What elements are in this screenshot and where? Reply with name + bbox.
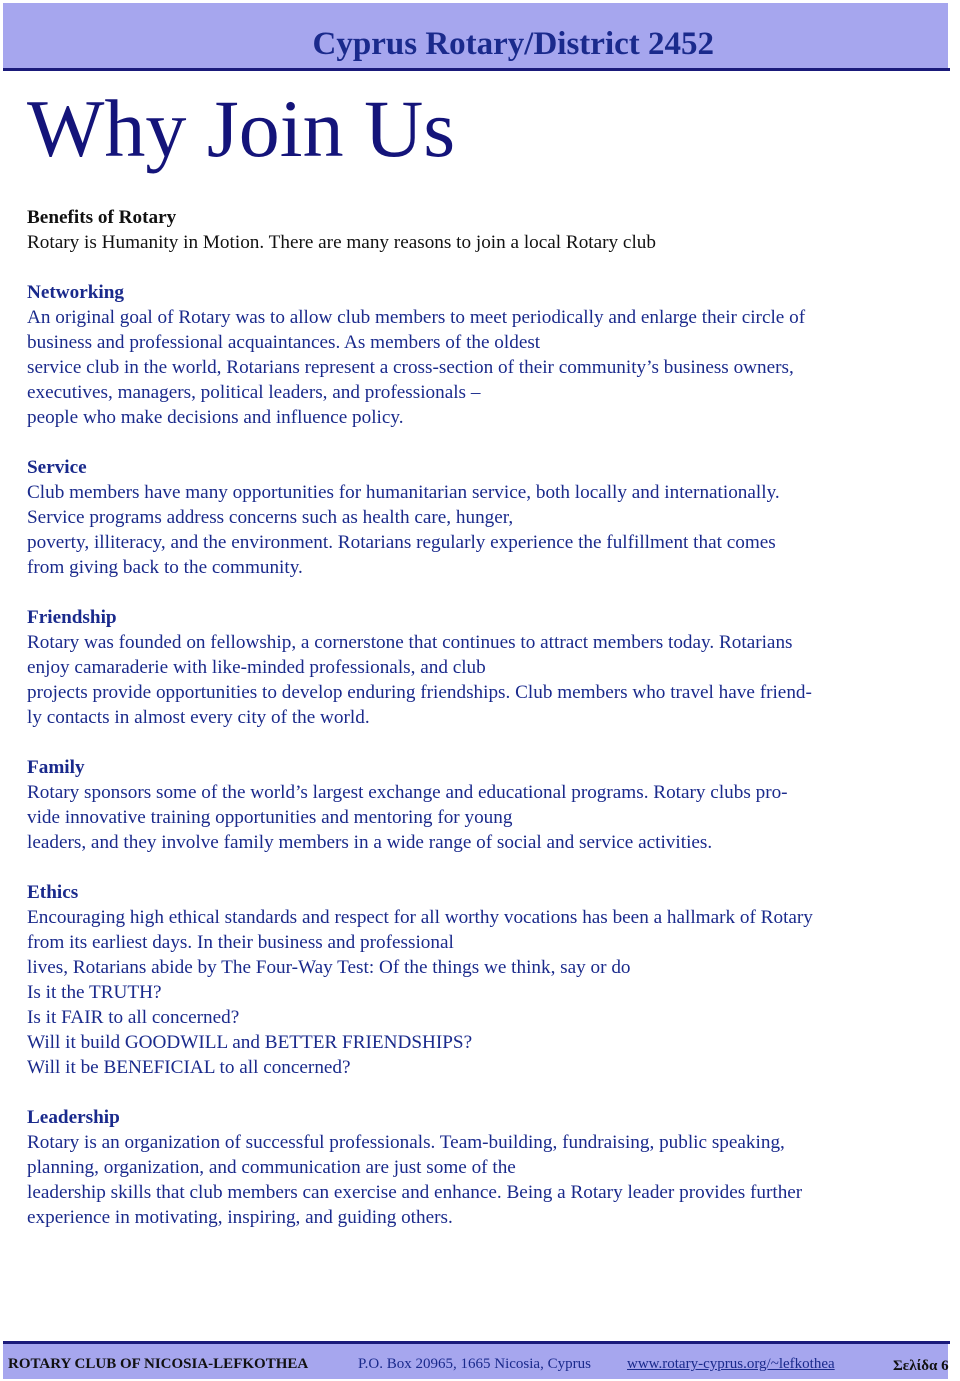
text-line: Rotary is Humanity in Motion. There are many reasons to join a local Rotary club bbox=[27, 232, 656, 253]
text-line: Will it build GOODWILL and BETTER FRIENDSHIPS? bbox=[27, 1032, 473, 1053]
section-heading-service: Service bbox=[27, 457, 87, 478]
text-line: Encouraging high ethical standards and respect for all worthy vocations has been a hallmark of Rotary bbox=[27, 907, 813, 928]
page-title: Why Join Us bbox=[27, 83, 456, 174]
text-line: ly contacts in almost every city of the world. bbox=[27, 707, 370, 728]
text-line: Will it be BENEFICIAL to all concerned? bbox=[27, 1057, 351, 1078]
district-title: Cyprus Rotary/District 2452 bbox=[312, 26, 714, 62]
section-heading-family: Family bbox=[27, 757, 85, 778]
footer-club-name: ROTARY CLUB OF NICOSIA-LEFKOTHEA bbox=[8, 1356, 309, 1372]
text-line: Is it FAIR to all concerned? bbox=[27, 1007, 240, 1028]
text-line: business and professional acquaintances. As members of the oldest bbox=[27, 332, 541, 353]
section-benefits bbox=[27, 205, 932, 255]
main-content bbox=[27, 205, 932, 1255]
text-line: service club in the world, Rotarians represent a cross-section of their community’s business owners, bbox=[27, 357, 794, 378]
section-heading-networking: Networking bbox=[27, 282, 124, 303]
section-body-service bbox=[27, 480, 932, 580]
text-line: Club members have many opportunities for humanitarian service, both locally and internationally. bbox=[27, 482, 780, 503]
text-line: poverty, illiteracy, and the environment. Rotarians regularly experience the fulfillment that comes bbox=[27, 532, 776, 553]
section-service bbox=[27, 455, 932, 580]
text-line: Rotary is an organization of successful professionals. Team-building, fundraising, public speaking, bbox=[27, 1132, 785, 1153]
text-line: executives, managers, political leaders, and professionals – bbox=[27, 382, 481, 403]
text-line: people who make decisions and influence policy. bbox=[27, 407, 404, 428]
section-heading-friendship: Friendship bbox=[27, 607, 117, 628]
text-line: vide innovative training opportunities and mentoring for young bbox=[27, 807, 513, 828]
text-line: An original goal of Rotary was to allow club members to meet periodically and enlarge their circle of bbox=[27, 307, 806, 328]
section-leadership bbox=[27, 1105, 932, 1230]
header-rule bbox=[3, 68, 950, 71]
text-line: Rotary was founded on fellowship, a cornerstone that continues to attract members today. Rotarians bbox=[27, 632, 793, 653]
text-line: leadership skills that club members can exercise and enhance. Being a Rotary leader provides further bbox=[27, 1182, 803, 1203]
section-family bbox=[27, 755, 932, 855]
section-friendship bbox=[27, 605, 932, 730]
footer-address: P.O. Box 20965, 1665 Nicosia, Cyprus bbox=[358, 1356, 591, 1372]
text-line: Rotary sponsors some of the world’s largest exchange and educational programs. Rotary clubs pro- bbox=[27, 782, 788, 803]
section-body-leadership bbox=[27, 1130, 932, 1230]
section-body-family bbox=[27, 780, 932, 855]
text-line: planning, organization, and communication are just some of the bbox=[27, 1157, 516, 1178]
section-body-friendship bbox=[27, 630, 932, 730]
section-heading-leadership: Leadership bbox=[27, 1107, 120, 1128]
section-heading-ethics: Ethics bbox=[27, 882, 79, 903]
text-line: Service programs address concerns such as health care, hunger, bbox=[27, 507, 514, 528]
text-line: Is it the TRUTH? bbox=[27, 982, 162, 1003]
section-body-networking bbox=[27, 305, 932, 430]
text-line: leaders, and they involve family members in a wide range of social and service activities. bbox=[27, 832, 713, 853]
section-ethics bbox=[27, 880, 932, 1080]
text-line: from its earliest days. In their business and professional bbox=[27, 932, 454, 953]
section-body-ethics bbox=[27, 905, 932, 1080]
footer-website-link[interactable]: www.rotary-cyprus.org/~lefkothea bbox=[627, 1356, 835, 1372]
section-networking bbox=[27, 280, 932, 430]
section-heading-benefits: Benefits of Rotary bbox=[27, 207, 177, 228]
section-body-benefits bbox=[27, 230, 932, 255]
text-line: lives, Rotarians abide by The Four-Way Test: Of the things we think, say or do bbox=[27, 957, 631, 978]
text-line: experience in motivating, inspiring, and guiding others. bbox=[27, 1207, 453, 1228]
text-line: enjoy camaraderie with like-minded professionals, and club bbox=[27, 657, 486, 678]
text-line: from giving back to the community. bbox=[27, 557, 303, 578]
text-line: projects provide opportunities to develop enduring friendships. Club members who travel have friend- bbox=[27, 682, 812, 703]
footer-page-number: Σελίδα 6 bbox=[893, 1358, 949, 1374]
